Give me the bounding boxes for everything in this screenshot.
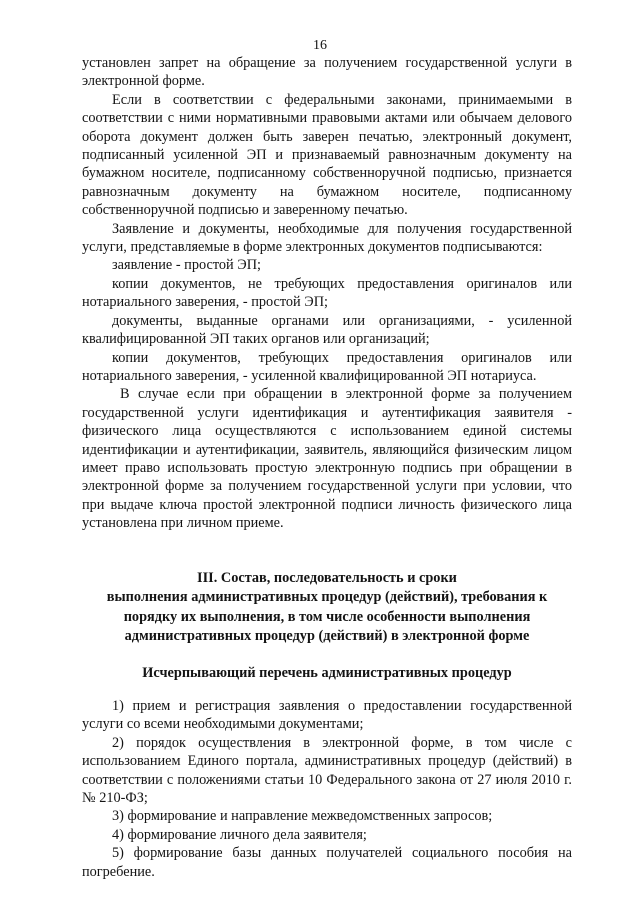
paragraph-simple-signature-right: В случае если при обращении в электронной форме за получением государственной услуги идентификация и аутентификация заявителя - физического лица осуществляются с использованием единой системы идентификации и аутентификации, заявитель, являющийся физическим лицом имеет право использовать простую электронную подпись при обращении в электронной форме за получением государственной услуги при условии, что при выдаче ключа простой электронной подписи личность физического лица установлена при личном приеме.: [82, 386, 572, 532]
paragraph-signing-rules-intro: Заявление и документы, необходимые для получения государственной услуги, представляемые в форме электронных документов подписываются:: [82, 220, 572, 256]
signing-item-issued-documents: документы, выданные органами или организациями, - усиленной квалифицированной ЭП таких органов или организаций;: [82, 312, 572, 348]
procedure-item: 3) формирование и направление межведомственных запросов;: [112, 808, 493, 825]
paragraph-seal-equivalence: Если в соответствии с федеральными законами, принимаемыми в соответствии с ними нормативными правовыми актами или обычаем делового оборота документ должен быть заверен печатью, электронный документ, подписанный усиленной ЭП и признаваемый равнозначным документу на бумажном носителе, подписанному собственноручной подписью, признается равнозначным документу на бумажном носителе, подписанному собственноручной подписью и заверенному печатью.: [82, 91, 572, 219]
document-body: [82, 54, 572, 881]
signing-item-application: заявление - простой ЭП;: [112, 257, 261, 274]
page-number: 16: [313, 38, 327, 53]
section-heading-line: порядку их выполнения, в том числе особенности выполнения: [123, 608, 531, 625]
procedures-list-heading: Исчерпывающий перечень административных процедур: [142, 664, 512, 681]
signing-item-copies-simple: копии документов, не требующих предоставления оригиналов или нотариального заверения, - простой ЭП;: [82, 275, 572, 311]
signing-item-copies-notary: копии документов, требующих предоставления оригиналов или нотариального заверения, - усиленной квалифицированной ЭП нотариуса.: [82, 349, 572, 384]
procedure-item: 1) прием и регистрация заявления о предоставлении государственной услуги со всеми необходимыми документами;: [82, 697, 572, 733]
procedure-item: 4) формирование личного дела заявителя;: [112, 826, 367, 843]
procedure-item: 5) формирование базы данных получателей социального пособия на погребение.: [82, 845, 572, 880]
paragraph-ban-electronic-form: установлен запрет на обращение за получением государственной услуги в электронной форме.: [82, 55, 572, 90]
procedure-item: 2) порядок осуществления в электронной форме, в том числе с использованием Единого портала, административных процедур (действий) в соответствии с положениями статьи 10 Федерального закона от 27 июля 2010 г. № 210-ФЗ;: [82, 734, 572, 806]
section-heading: [82, 569, 572, 647]
section-heading-line: выполнения административных процедур (действий), требования к: [106, 589, 548, 606]
section-heading-line: III. Состав, последовательность и сроки: [197, 569, 457, 586]
section-heading-line: административных процедур (действий) в электронной форме: [124, 628, 530, 645]
